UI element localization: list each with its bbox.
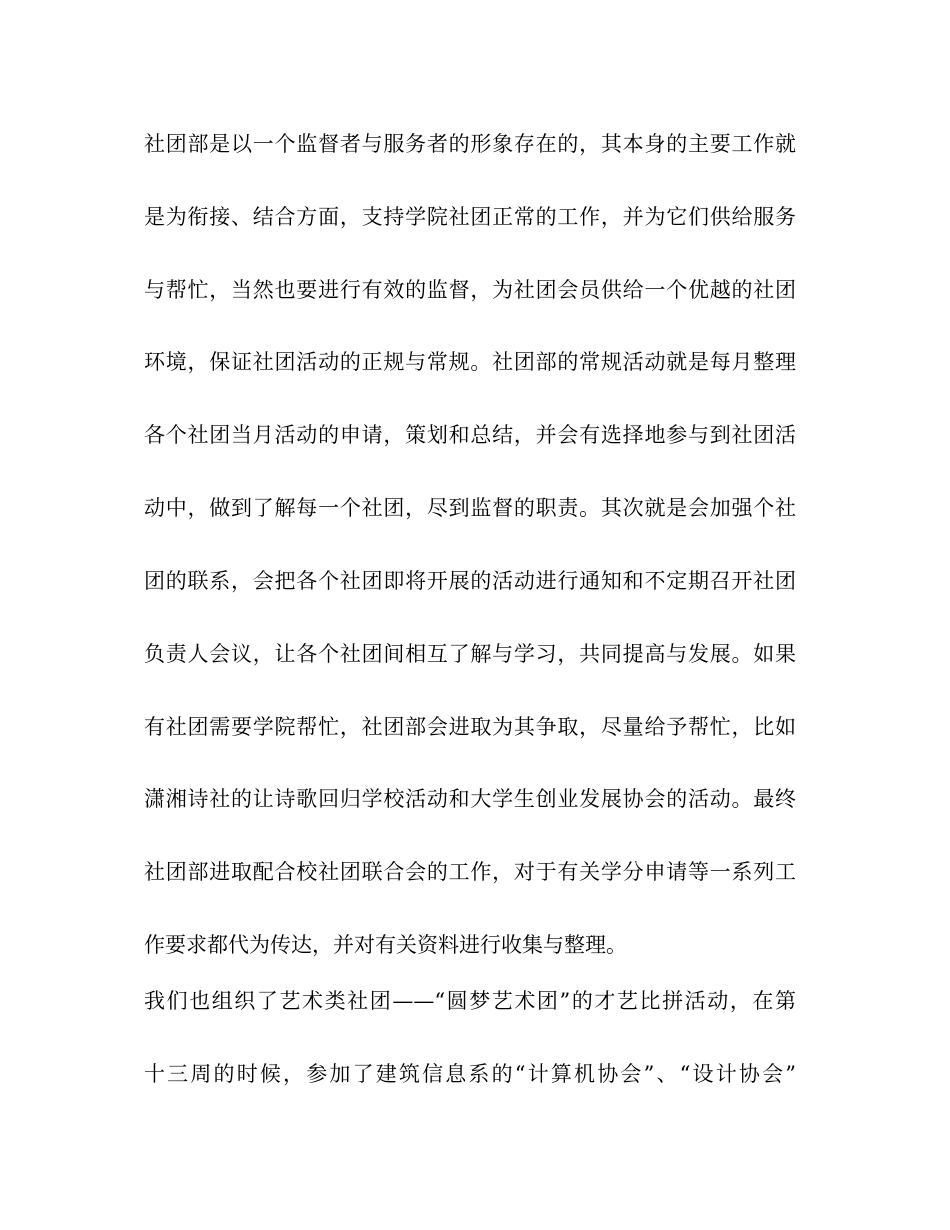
text-line: 环境，保证社团活动的正规与常规。社团部的常规活动就是每月整理 — [144, 350, 796, 374]
text-line: 动中，做到了解每一个社团，尽到监督的职责。其次就是会加强个社 — [144, 496, 796, 520]
text-line: 与帮忙，当然也要进行有效的监督，为社团会员供给一个优越的社团 — [144, 278, 796, 302]
text-line: 我们也组织了艺术类社团——“圆梦艺术团”的才艺比拼活动，在第 — [144, 989, 796, 1013]
text-line: 作要求都代为传达，并对有关资料进行收集与整理。 — [144, 933, 627, 957]
text-line: 十三周的时候，参加了建筑信息系的“计算机协会”、“设计协会” — [144, 1062, 796, 1086]
text-line: 负责人会议，让各个社团间相互了解与学习，共同提高与发展。如果 — [144, 642, 796, 666]
text-line: 社团部是以一个监督者与服务者的形象存在的，其本身的主要工作就 — [144, 132, 796, 156]
text-line: 有社团需要学院帮忙，社团部会进取为其争取，尽量给予帮忙，比如 — [144, 715, 796, 739]
text-line: 社团部进取配合校社团联合会的工作，对于有关学分申请等一系列工 — [144, 860, 796, 884]
text-line: 是为衔接、结合方面，支持学院社团正常的工作，并为它们供给服务 — [144, 205, 796, 229]
text-line: 潇湘诗社的让诗歌回归学校活动和大学生创业发展协会的活动。最终 — [144, 787, 796, 811]
text-line: 团的联系，会把各个社团即将开展的活动进行通知和不定期召开社团 — [144, 569, 796, 593]
text-line: 各个社团当月活动的申请，策划和总结，并会有选择地参与到社团活 — [144, 423, 796, 447]
